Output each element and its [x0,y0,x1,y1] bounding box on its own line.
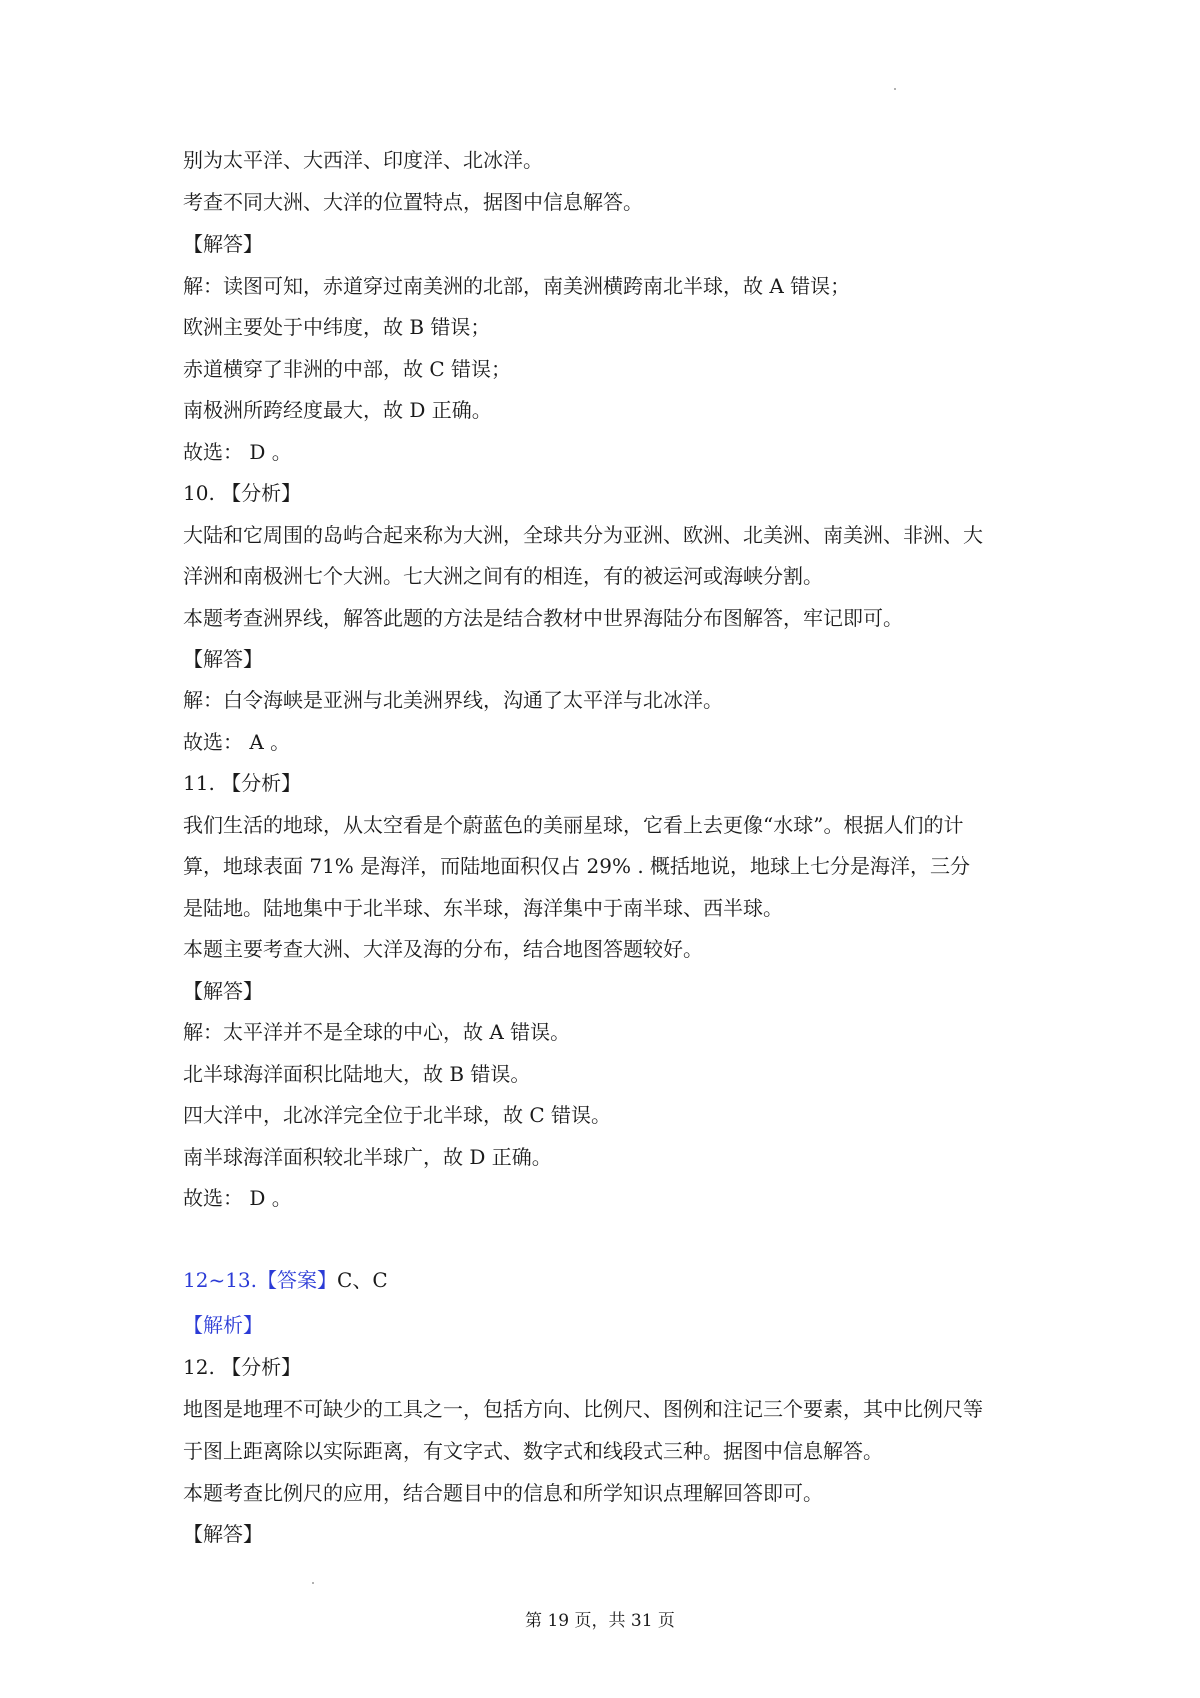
text-line: 本题主要考查大洲、大洋及海的分布，结合地图答题较好。 [183,937,703,961]
page-number-footer: 第 19 页，共 31 页 [525,1611,675,1631]
question-heading: 12. 【分析】 [183,1355,302,1379]
text-line: 北半球海洋面积比陆地大，故 B 错误。 [183,1062,531,1086]
section-heading: 【解答】 [183,1522,263,1546]
text-line: 本题考查比例尺的应用，结合题目中的信息和所学知识点理解回答即可。 [183,1481,823,1505]
text-line: 大陆和它周围的岛屿合起来称为大洲，全球共分为亚洲、欧洲、北美洲、南美洲、非洲、大 [183,523,983,547]
text-line: 于图上距离除以实际距离，有文字式、数字式和线段式三种。据图中信息解答。 [183,1439,883,1463]
text-line: 解：白令海峡是亚洲与北美洲界线，沟通了太平洋与北冰洋。 [183,688,723,712]
text-line: 地图是地理不可缺少的工具之一，包括方向、比例尺、图例和注记三个要素，其中比例尺等 [183,1397,983,1421]
analysis-heading: 【解析】 [183,1313,263,1337]
section-heading: 【解答】 [183,647,263,671]
scan-speck [894,88,896,90]
text-line: 南半球海洋面积较北半球广，故 D 正确。 [183,1145,552,1169]
text-line: 本题考查洲界线，解答此题的方法是结合教材中世界海陆分布图解答，牢记即可。 [183,606,903,630]
text-line: 四大洋中，北冰洋完全位于北半球，故 C 错误。 [183,1103,612,1127]
text-line: 别为太平洋、大西洋、印度洋、北冰洋。 [183,148,543,172]
text-line: 故选： A 。 [183,730,291,754]
text-line: 欧洲主要处于中纬度，故 B 错误； [183,315,491,339]
answer-value: C、C [337,1268,388,1292]
text-line: 洋洲和南极洲七个大洲。七大洲之间有的相连，有的被运河或海峡分割。 [183,564,823,588]
text-line: 算，地球表面 71% 是海洋，而陆地面积仅占 29% . 概括地说，地球上七分是海洋，三分 [183,854,971,878]
text-line: 考查不同大洲、大洋的位置特点，据图中信息解答。 [183,190,643,214]
question-heading: 11. 【分析】 [183,771,302,795]
answer-line [183,1266,388,1294]
text-line: 解：太平洋并不是全球的中心，故 A 错误。 [183,1020,571,1044]
text-line: 故选： D 。 [183,440,292,464]
text-line: 我们生活的地球，从太空看是个蔚蓝色的美丽星球，它看上去更像“水球”。根据人们的计 [183,813,964,837]
text-line: 赤道横穿了非洲的中部，故 C 错误； [183,357,512,381]
question-heading: 10. 【分析】 [183,481,302,505]
section-heading: 【解答】 [183,232,263,256]
text-line: 是陆地。陆地集中于北半球、东半球，海洋集中于南半球、西半球。 [183,896,783,920]
text-line: 南极洲所跨经度最大，故 D 正确。 [183,398,492,422]
section-heading: 【解答】 [183,979,263,1003]
text-line: 故选： D 。 [183,1186,292,1210]
text-line: 解：读图可知，赤道穿过南美洲的北部，南美洲横跨南北半球，故 A 错误； [183,274,851,298]
answer-label: 12~13.【答案】 [183,1268,338,1292]
scan-speck [312,1582,314,1584]
